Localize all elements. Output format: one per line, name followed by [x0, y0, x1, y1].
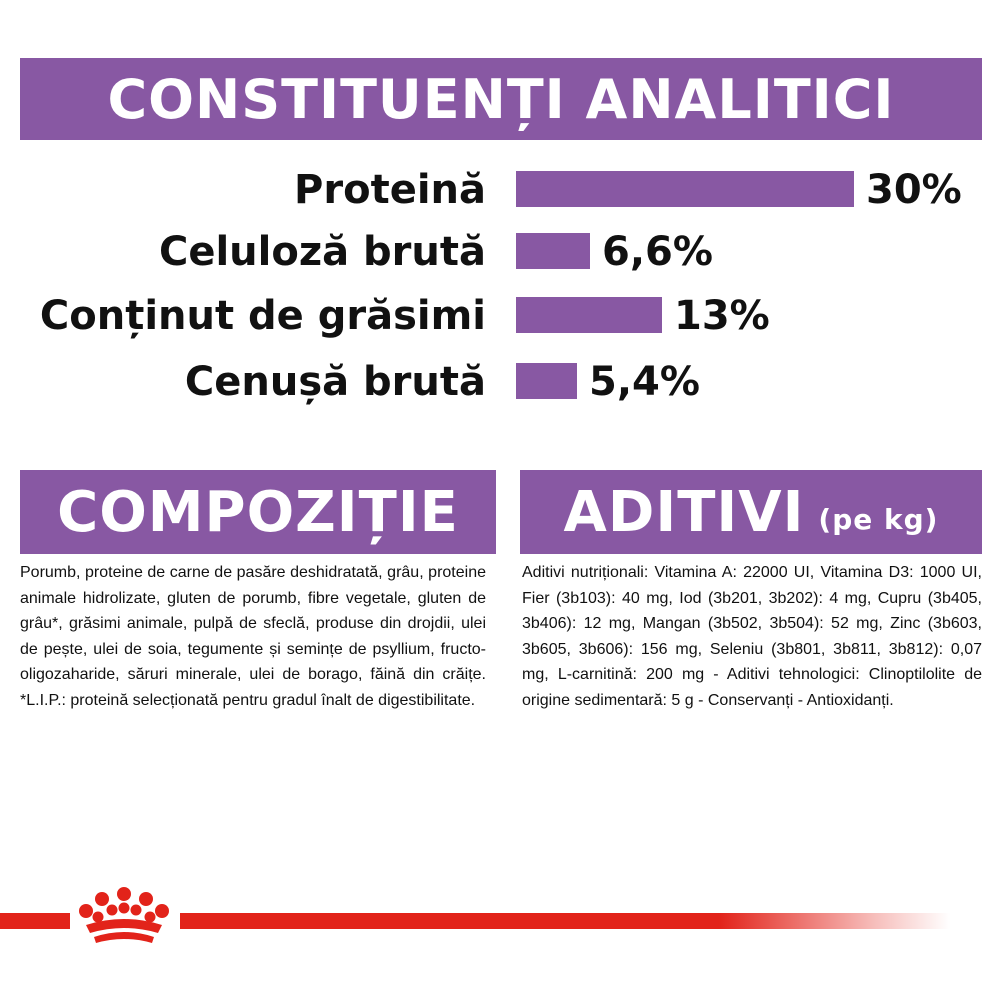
analytics-row-ash: [0, 352, 1000, 412]
analytics-bar: [516, 297, 662, 333]
additives-text: Aditivi nutriționali: Vitamina A: 22000 UI, Vitamina D3: 1000 UI, Fier (3b103): 40 mg, Iod (3b201, 3b202): 4 mg, Cupru (3b405, 3b406): 12 mg, Mangan (3b502, 3b504): 52 mg, Zinc (3b603, 3b605, 3b606): 156 mg, Seleniu (3b801, 3b811, 3b812): 0,07 mg, L-carnitină: 200 mg - Aditivi tehnologici: Clinoptilolite de origine sedimentară: 5 g - Conservanți - Antioxidanți.: [522, 564, 982, 709]
composition-title: COMPOZIȚIE: [57, 479, 459, 545]
analytics-bar: [516, 363, 577, 399]
analytics-title-banner: [20, 58, 982, 140]
analytics-title: CONSTITUENȚI ANALITICI: [107, 67, 895, 131]
footer-line-right: [180, 913, 950, 929]
analytics-bar: [516, 171, 854, 207]
additives-title-banner: [520, 470, 982, 554]
analytics-value: 30%: [866, 167, 962, 213]
analytics-label: Conținut de grăsimi: [39, 293, 486, 339]
analytics-value: 6,6%: [602, 229, 713, 275]
analytics-row-protein: [0, 160, 1000, 220]
composition-title-banner: [20, 470, 496, 554]
additives-title: ADITIVI: [563, 479, 805, 545]
analytics-value: 5,4%: [589, 359, 700, 405]
analytics-label: Cenușă brută: [184, 359, 486, 405]
analytics-label: Celuloză brută: [158, 229, 486, 275]
analytics-row-fiber: [0, 222, 1000, 282]
analytics-label: Proteină: [294, 167, 486, 213]
analytics-value: 13%: [674, 293, 770, 339]
footer-line-left: [0, 913, 70, 929]
analytics-bar: [516, 233, 590, 269]
analytics-row-fat: [0, 286, 1000, 346]
additives-subtitle: (pe kg): [818, 502, 939, 536]
royal-canin-crown-icon: [72, 885, 176, 947]
composition-text: Porumb, proteine de carne de pasăre deshidratată, grâu, proteine animale hidrolizate, gluten de porumb, fibre vegetale, gluten de grâu*, grăsimi animale, pulpă de sfeclă, produse din drojdii, ulei de pește, ulei de soia, tegumente și semințe de psyllium, fructo-oligozaharide, săruri minerale, ulei de borago, făină din crăițe. *L.I.P.: proteină selecționată pentru gradul înalt de digestibilitate.: [20, 564, 486, 709]
